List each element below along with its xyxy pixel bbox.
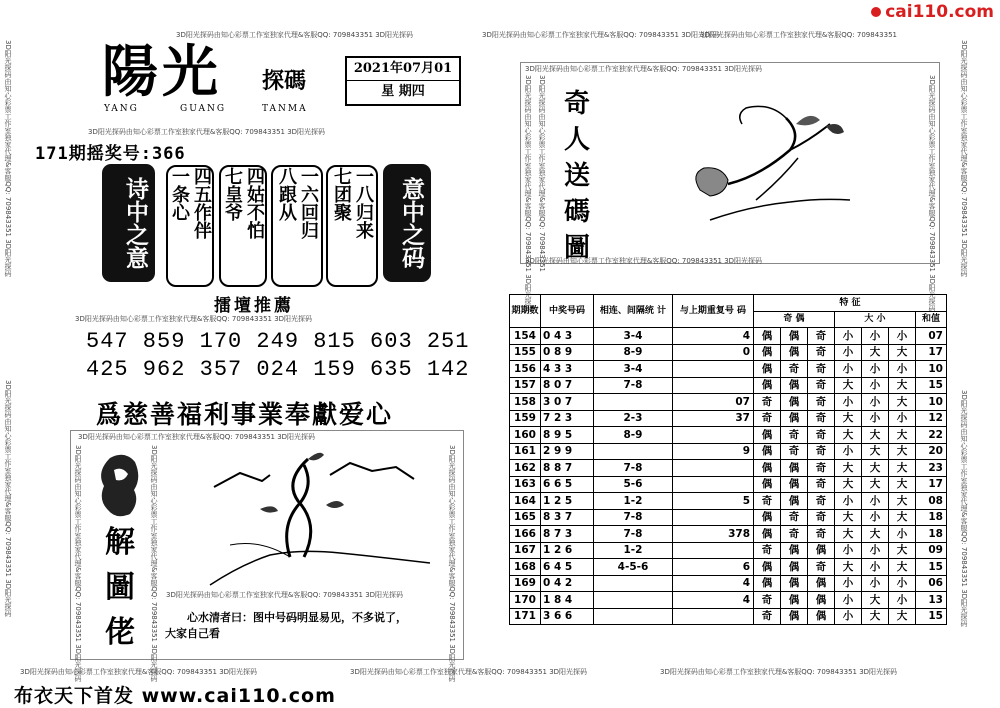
odd-even-cell: 偶: [781, 410, 808, 427]
header-period: 期期数: [510, 295, 541, 328]
site-dot-icon: [871, 7, 881, 17]
table-row: [510, 361, 947, 378]
code-cell: 8 9 5: [541, 427, 594, 444]
sum-cell: 20: [916, 443, 947, 460]
period-cell: 155: [510, 344, 541, 361]
logo-pinyin-2: GUANG: [180, 104, 227, 114]
odd-even-cell: 奇: [754, 493, 781, 510]
header-sum: 和值: [916, 311, 947, 328]
hint-line-2: 大家自己看: [165, 627, 220, 640]
big-small-cell: 大: [889, 427, 916, 444]
odd-even-cell: 奇: [781, 427, 808, 444]
repeat-cell: 378: [673, 526, 754, 543]
code-cell: 8 8 7: [541, 460, 594, 477]
code-cell: 1 2 5: [541, 493, 594, 510]
watermark-logo: 3D阳光探码由知心彩票工作室独家代理&客服QQ: 709843351 3D阳光探码: [88, 128, 326, 136]
poem-2: [219, 165, 267, 287]
odd-even-cell: 奇: [808, 410, 835, 427]
big-small-cell: 大: [889, 608, 916, 625]
odd-even-cell: 奇: [808, 443, 835, 460]
watermark-left-2: 3D阳光探码由知心彩票工作室独家代理&客服QQ: 709843351 3D阳光探码: [4, 380, 12, 618]
odd-even-cell: 偶: [808, 575, 835, 592]
big-small-cell: 大: [862, 344, 889, 361]
big-small-cell: 大: [889, 476, 916, 493]
watermark-picture: 3D阳光探码由知心彩票工作室独家代理&客服QQ: 709843351 3D阳光探码: [78, 433, 316, 441]
table-row: [510, 377, 947, 394]
adjacency-cell: 5-6: [594, 476, 673, 493]
odd-even-cell: 偶: [754, 361, 781, 378]
period-cell: 164: [510, 493, 541, 510]
watermark-picture-mid: 3D阳光探码由知心彩票工作室独家代理&客服QQ: 709843351 3D阳光探码: [150, 445, 158, 683]
table-row: [510, 460, 947, 477]
big-small-cell: 小: [862, 559, 889, 576]
table-row: [510, 542, 947, 559]
header-odd-even: 奇 偶: [754, 311, 835, 328]
site-name: cai110.com: [885, 2, 994, 22]
odd-even-cell: 偶: [754, 460, 781, 477]
logo-subtitle: 探碼: [262, 68, 307, 94]
period-cell: 160: [510, 427, 541, 444]
big-small-cell: 小: [835, 493, 862, 510]
odd-even-cell: 偶: [781, 460, 808, 477]
big-small-cell: 大: [835, 559, 862, 576]
table-row: [510, 509, 947, 526]
odd-even-cell: 奇: [781, 509, 808, 526]
big-small-cell: 大: [862, 476, 889, 493]
big-small-cell: 小: [862, 509, 889, 526]
watermark-right-picture: 3D阳光探码由知心彩票工作室独家代理&客服QQ: 709843351 3D阳光探码: [525, 65, 763, 73]
odd-even-cell: 奇: [808, 509, 835, 526]
odd-even-cell: 奇: [754, 410, 781, 427]
odd-even-cell: 偶: [808, 608, 835, 625]
adjacency-cell: 7-8: [594, 377, 673, 394]
history-table: [509, 294, 947, 625]
sum-cell: 06: [916, 575, 947, 592]
adjacency-cell: 7-8: [594, 526, 673, 543]
big-small-cell: 大: [835, 526, 862, 543]
odd-even-cell: 偶: [781, 493, 808, 510]
period-cell: 165: [510, 509, 541, 526]
code-cell: 0 4 3: [541, 328, 594, 345]
logo-pinyin-3: TANMA: [262, 104, 308, 114]
odd-even-cell: 偶: [754, 427, 781, 444]
poem-1-line-1: 四五作伴: [191, 167, 212, 239]
big-small-cell: 大: [862, 608, 889, 625]
adjacency-cell: 8-9: [594, 427, 673, 444]
portrait-illustration: [90, 450, 150, 520]
repeat-cell: 6: [673, 559, 754, 576]
odd-even-cell: 奇: [754, 592, 781, 609]
big-small-cell: 大: [835, 476, 862, 493]
odd-even-cell: 偶: [754, 344, 781, 361]
watermark-right-picture-right: 3D阳光探码由知心彩票工作室独家代理&客服QQ: 709843351 3D阳光探码: [928, 75, 936, 313]
watermark-bottom-3: 3D阳光探码由知心彩票工作室独家代理&客服QQ: 709843351 3D阳光探码: [660, 668, 898, 676]
header-code: 中奖号码: [541, 295, 594, 328]
adjacency-cell: 3-4: [594, 328, 673, 345]
odd-even-cell: 奇: [808, 427, 835, 444]
hint-line-1: 心水清者曰：图中号码明显易见，不多说了，: [187, 611, 407, 624]
footer-text: 布衣天下首发 www.cai110.com: [14, 685, 336, 707]
period-cell: 171: [510, 608, 541, 625]
big-small-cell: 小: [889, 575, 916, 592]
big-small-cell: 小: [862, 575, 889, 592]
adjacency-cell: 4-5-6: [594, 559, 673, 576]
table-row: [510, 394, 947, 411]
header-big-small: 大 小: [835, 311, 916, 328]
big-small-cell: 小: [889, 592, 916, 609]
table-row: [510, 608, 947, 625]
period-cell: 154: [510, 328, 541, 345]
poem-3-line-1: 一六回归: [298, 167, 319, 239]
big-small-cell: 大: [889, 542, 916, 559]
code-cell: 0 4 2: [541, 575, 594, 592]
big-small-cell: 大: [835, 377, 862, 394]
table-row: [510, 328, 947, 345]
odd-even-cell: 奇: [754, 608, 781, 625]
plant-illustration: [200, 445, 440, 595]
code-cell: 3 0 7: [541, 394, 594, 411]
repeat-cell: 4: [673, 592, 754, 609]
poem-3-line-2: 八跟从: [276, 167, 297, 221]
watermark-top: 3D阳光探码由知心彩票工作室独家代理&客服QQ: 709843351 3D阳光探码: [176, 31, 414, 39]
odd-even-cell: 偶: [781, 344, 808, 361]
watermark-picture-left: 3D阳光探码由知心彩票工作室独家代理&客服QQ: 709843351 3D阳光探码: [74, 445, 82, 683]
big-small-cell: 大: [889, 394, 916, 411]
adjacency-cell: 1-2: [594, 542, 673, 559]
table-row: [510, 493, 947, 510]
poem-3: [271, 165, 323, 287]
odd-even-cell: 偶: [781, 542, 808, 559]
sum-cell: 17: [916, 344, 947, 361]
period-cell: 168: [510, 559, 541, 576]
big-small-cell: 小: [835, 443, 862, 460]
watermark-right-picture-left-2: 3D阳光探码由知心彩票工作室独家代理&客服QQ: 709843351: [538, 75, 546, 272]
big-small-cell: 大: [835, 460, 862, 477]
big-small-cell: 大: [889, 559, 916, 576]
repeat-cell: [673, 460, 754, 477]
sum-cell: 13: [916, 592, 947, 609]
big-small-cell: 大: [862, 443, 889, 460]
period-cell: 161: [510, 443, 541, 460]
solver-title: 解圖佬: [105, 525, 135, 650]
date-box: [345, 56, 461, 106]
sum-cell: 15: [916, 377, 947, 394]
period-cell: 156: [510, 361, 541, 378]
big-small-cell: 小: [835, 575, 862, 592]
period-cell: 158: [510, 394, 541, 411]
repeat-cell: 5: [673, 493, 754, 510]
odd-even-cell: 奇: [781, 443, 808, 460]
repeat-cell: [673, 476, 754, 493]
big-small-cell: 小: [862, 377, 889, 394]
adjacency-cell: [594, 443, 673, 460]
poem-2-line-2: 七皇爷: [222, 167, 243, 221]
odd-even-cell: 奇: [808, 526, 835, 543]
table-row: [510, 526, 947, 543]
watermark-recommend: 3D阳光探码由知心彩票工作室独家代理&客服QQ: 709843351 3D阳光探码: [75, 315, 313, 323]
odd-even-cell: 奇: [754, 394, 781, 411]
big-small-cell: 大: [889, 509, 916, 526]
adjacency-cell: [594, 394, 673, 411]
big-small-cell: 小: [862, 328, 889, 345]
code-cell: 8 3 7: [541, 509, 594, 526]
period-cell: 170: [510, 592, 541, 609]
adjacency-cell: [594, 575, 673, 592]
odd-even-cell: 奇: [808, 493, 835, 510]
left-badge: 诗中之意: [102, 164, 155, 282]
odd-even-cell: 偶: [781, 377, 808, 394]
period-cell: 157: [510, 377, 541, 394]
charity-slogan: 爲慈善福利事業奉獻爱心: [96, 400, 394, 429]
big-small-cell: 大: [835, 427, 862, 444]
odd-even-cell: 偶: [754, 559, 781, 576]
repeat-cell: [673, 361, 754, 378]
big-small-cell: 小: [889, 361, 916, 378]
watermark-right-2: 3D阳光探码由知心彩票工作室独家代理&客服QQ: 709843351 3D阳光探码: [960, 390, 968, 628]
watermark-picture-right: 3D阳光探码由知心彩票工作室独家代理&客服QQ: 709843351 3D阳光探码: [448, 445, 456, 683]
big-small-cell: 小: [835, 344, 862, 361]
watermark-right: 3D阳光探码由知心彩票工作室独家代理&客服QQ: 709843351 3D阳光探码: [960, 40, 968, 278]
adjacency-cell: 7-8: [594, 460, 673, 477]
site-logo: [871, 2, 994, 22]
big-small-cell: 小: [862, 410, 889, 427]
code-cell: 4 3 3: [541, 361, 594, 378]
date-text: 2021年07月01: [347, 58, 459, 81]
odd-even-cell: 偶: [754, 476, 781, 493]
repeat-cell: 4: [673, 575, 754, 592]
adjacency-cell: 8-9: [594, 344, 673, 361]
code-cell: 1 8 4: [541, 592, 594, 609]
big-small-cell: 大: [862, 592, 889, 609]
big-small-cell: 小: [889, 526, 916, 543]
code-cell: 8 7 3: [541, 526, 594, 543]
poem-4: [326, 165, 378, 287]
watermark-right-picture-left: 3D阳光探码由知心彩票工作室独家代理&客服QQ: 709843351 3D阳光探码: [524, 75, 532, 313]
odd-even-cell: 偶: [808, 542, 835, 559]
odd-even-cell: 偶: [781, 608, 808, 625]
code-cell: 7 2 3: [541, 410, 594, 427]
poem-1-line-2: 一条心: [169, 167, 190, 221]
odd-even-cell: 偶: [808, 592, 835, 609]
table-row: [510, 476, 947, 493]
adjacency-cell: 3-4: [594, 361, 673, 378]
big-small-cell: 小: [862, 493, 889, 510]
big-small-cell: 小: [835, 592, 862, 609]
sum-cell: 18: [916, 526, 947, 543]
sum-cell: 12: [916, 410, 947, 427]
big-small-cell: 大: [862, 526, 889, 543]
odd-even-cell: 偶: [754, 328, 781, 345]
big-small-cell: 小: [835, 361, 862, 378]
odd-even-cell: 奇: [781, 361, 808, 378]
adjacency-cell: [594, 592, 673, 609]
odd-even-cell: 偶: [754, 526, 781, 543]
big-small-cell: 小: [862, 394, 889, 411]
logo-pinyin-1: YANG: [104, 104, 139, 114]
big-small-cell: 大: [835, 509, 862, 526]
code-cell: 0 8 9: [541, 344, 594, 361]
poem-4-line-2: 七团聚: [331, 167, 352, 221]
big-small-cell: 小: [835, 542, 862, 559]
big-small-cell: 大: [862, 460, 889, 477]
big-small-cell: 大: [889, 443, 916, 460]
odd-even-cell: 偶: [781, 394, 808, 411]
seed-illustration: [670, 80, 860, 230]
period-cell: 166: [510, 526, 541, 543]
watermark-picture-2: 3D阳光探码由知心彩票工作室独家代理&客服QQ: 709843351 3D阳光探码: [166, 591, 404, 599]
big-small-cell: 大: [889, 344, 916, 361]
watermark-top-2: 3D阳光探码由知心彩票工作室独家代理&客服QQ: 709843351 3D阳光探码: [482, 31, 720, 39]
period-cell: 167: [510, 542, 541, 559]
recommend-row-2: 425 962 357 024 159 635 142: [86, 357, 470, 382]
right-picture-title: 奇人送碼圖: [563, 89, 590, 263]
odd-even-cell: 奇: [808, 559, 835, 576]
big-small-cell: 小: [835, 608, 862, 625]
sum-cell: 15: [916, 608, 947, 625]
odd-even-cell: 偶: [754, 509, 781, 526]
code-cell: 6 4 5: [541, 559, 594, 576]
watermark-bottom-2: 3D阳光探码由知心彩票工作室独家代理&客服QQ: 709843351 3D阳光探码: [350, 668, 588, 676]
odd-even-cell: 偶: [781, 476, 808, 493]
odd-even-cell: 奇: [808, 377, 835, 394]
big-small-cell: 小: [862, 361, 889, 378]
draw-result: 171期摇奖号:366: [35, 144, 186, 164]
period-cell: 162: [510, 460, 541, 477]
table-row: [510, 592, 947, 609]
big-small-cell: 大: [862, 427, 889, 444]
repeat-cell: 37: [673, 410, 754, 427]
right-badge: 意中之码: [383, 164, 431, 282]
repeat-cell: [673, 542, 754, 559]
sum-cell: 08: [916, 493, 947, 510]
adjacency-cell: 2-3: [594, 410, 673, 427]
header-feature: 特 征: [754, 295, 947, 312]
big-small-cell: 小: [835, 394, 862, 411]
code-cell: 2 9 9: [541, 443, 594, 460]
repeat-cell: 07: [673, 394, 754, 411]
table-row: [510, 575, 947, 592]
odd-even-cell: 偶: [781, 592, 808, 609]
sum-cell: 10: [916, 361, 947, 378]
big-small-cell: 小: [835, 328, 862, 345]
sum-cell: 09: [916, 542, 947, 559]
history-table-body: [510, 328, 947, 625]
odd-even-cell: 奇: [808, 394, 835, 411]
code-cell: 3 6 6: [541, 608, 594, 625]
sum-cell: 17: [916, 476, 947, 493]
odd-even-cell: 偶: [781, 328, 808, 345]
adjacency-cell: 1-2: [594, 493, 673, 510]
code-cell: 8 0 7: [541, 377, 594, 394]
repeat-cell: 4: [673, 328, 754, 345]
repeat-cell: 9: [673, 443, 754, 460]
odd-even-cell: 偶: [754, 443, 781, 460]
hint-note: [165, 609, 407, 641]
big-small-cell: 大: [889, 493, 916, 510]
logo-title: 陽光: [102, 39, 222, 105]
big-small-cell: 小: [862, 542, 889, 559]
watermark-right-picture-2: 3D阳光探码由知心彩票工作室独家代理&客服QQ: 709843351 3D阳光探码: [525, 257, 763, 265]
odd-even-cell: 偶: [781, 559, 808, 576]
odd-even-cell: 偶: [754, 377, 781, 394]
recommend-title: 擂壇推薦: [214, 296, 294, 316]
repeat-cell: [673, 509, 754, 526]
table-row: [510, 427, 947, 444]
poem-1: [166, 165, 214, 287]
watermark-left: 3D阳光探码由知心彩票工作室独家代理&客服QQ: 709843351 3D阳光探码: [4, 40, 12, 278]
sum-cell: 18: [916, 509, 947, 526]
poem-4-line-1: 一八归来: [353, 167, 374, 239]
repeat-cell: 0: [673, 344, 754, 361]
repeat-cell: [673, 377, 754, 394]
weekday-text: 星 期四: [381, 84, 425, 99]
odd-even-cell: 奇: [808, 344, 835, 361]
odd-even-cell: 奇: [808, 460, 835, 477]
big-small-cell: 小: [889, 328, 916, 345]
big-small-cell: 小: [889, 410, 916, 427]
repeat-cell: [673, 427, 754, 444]
period-cell: 159: [510, 410, 541, 427]
adjacency-cell: 7-8: [594, 509, 673, 526]
sum-cell: 10: [916, 394, 947, 411]
period-cell: 169: [510, 575, 541, 592]
repeat-cell: [673, 608, 754, 625]
header-repeat: 与上期重复号 码: [673, 295, 754, 328]
header-adjacency: 相连、间隔统 计: [594, 295, 673, 328]
odd-even-cell: 偶: [754, 575, 781, 592]
adjacency-cell: [594, 608, 673, 625]
watermark-top-3: 3D阳光探码由知心彩票工作室独家代理&客服QQ: 709843351: [700, 31, 897, 39]
code-cell: 6 6 5: [541, 476, 594, 493]
table-row: [510, 443, 947, 460]
odd-even-cell: 奇: [781, 526, 808, 543]
odd-even-cell: 奇: [808, 328, 835, 345]
sum-cell: 07: [916, 328, 947, 345]
sum-cell: 22: [916, 427, 947, 444]
big-small-cell: 大: [889, 460, 916, 477]
watermark-bottom: 3D阳光探码由知心彩票工作室独家代理&客服QQ: 709843351 3D阳光探码: [20, 668, 258, 676]
code-cell: 1 2 6: [541, 542, 594, 559]
odd-even-cell: 偶: [781, 575, 808, 592]
period-cell: 163: [510, 476, 541, 493]
table-row: [510, 344, 947, 361]
odd-even-cell: 奇: [808, 476, 835, 493]
sum-cell: 23: [916, 460, 947, 477]
recommend-row-1: 547 859 170 249 815 603 251: [86, 329, 470, 354]
odd-even-cell: 奇: [808, 361, 835, 378]
big-small-cell: 大: [835, 410, 862, 427]
table-row: [510, 559, 947, 576]
big-small-cell: 大: [889, 377, 916, 394]
sum-cell: 15: [916, 559, 947, 576]
table-row: [510, 410, 947, 427]
odd-even-cell: 奇: [754, 542, 781, 559]
poem-2-line-1: 四姑不怕: [244, 167, 265, 239]
